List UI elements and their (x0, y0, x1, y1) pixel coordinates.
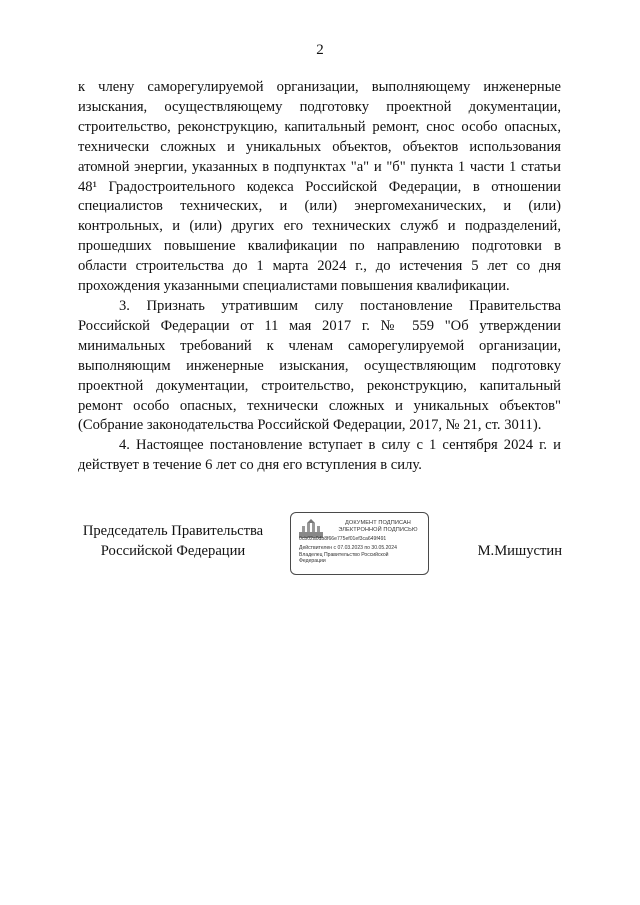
signatory-title-line1: Председатель Правительства (82, 523, 264, 539)
document-body (78, 78, 561, 476)
stamp-owner-line2: Федерации (299, 558, 326, 564)
signatory-title-line2: Российской Федерации (100, 542, 246, 559)
stamp-certificate: 0cb02a0db8f66e775ef01ef3ca649f491 (299, 536, 387, 542)
paragraph-item-3: 3. Признать утратившим силу постановление Правительства Российской Федерации от 11 мая 2017 г. № 559 "Об утверждении минимальных требований к членам саморегулируемой организации, выполняющим инженерные изыскания, осуществляющим подготовку проектной документации, строительство, реконструкцию, капитальный ремонт особо опасных, технически сложных и уникальных объектов" (Собрание законодательства Российской Федерации, 2017, № 21, ст. 3011). (78, 297, 561, 434)
stamp-owner-line1: Владелец Правительство Российской (299, 552, 389, 558)
stamp-validity: Действителен с 07.03.2023 по 30.05.2024 (299, 545, 397, 551)
stamp-title-line2: ЭЛЕКТРОННОЙ ПОДПИСЬЮ (338, 526, 418, 533)
page-number: 2 (316, 42, 324, 58)
paragraph-continuation: к члену саморегулируемой организации, выполняющему инженерные изыскания, осуществляющему подготовку проектной документации, строительство, реконструкцию, капитальный ремонт, снос особо опасных, технически сложных и уникальных объектов, объектов использования атомной энергии, указанных в подпунктах "а" и "б" пункта 1 части 1 статьи 48¹ Градостроительного кодекса Российской Федерации, в отношении специалистов технических, и (или) энергомеханических, и (или) контрольных, и (или) других его технических служб и подразделений, прошедших повышение квалификации по направлению подготовки в области строительства до 1 марта 2024 г., до истечения 5 лет со дня прохождения указанными специалистами повышения квалификации. (78, 79, 561, 295)
stamp-title (329, 520, 427, 533)
electronic-signature-stamp (290, 512, 429, 575)
stamp-title-line1: ДОКУМЕНТ ПОДПИСАН (345, 520, 411, 526)
signatory-title (78, 522, 268, 562)
signatory-name: М.Мишустин (477, 543, 562, 559)
paragraph-item-4: 4. Настоящее постановление вступает в силу с 1 сентября 2024 г. и действует в течение 6 лет со дня его вступления в силу. (78, 437, 561, 474)
